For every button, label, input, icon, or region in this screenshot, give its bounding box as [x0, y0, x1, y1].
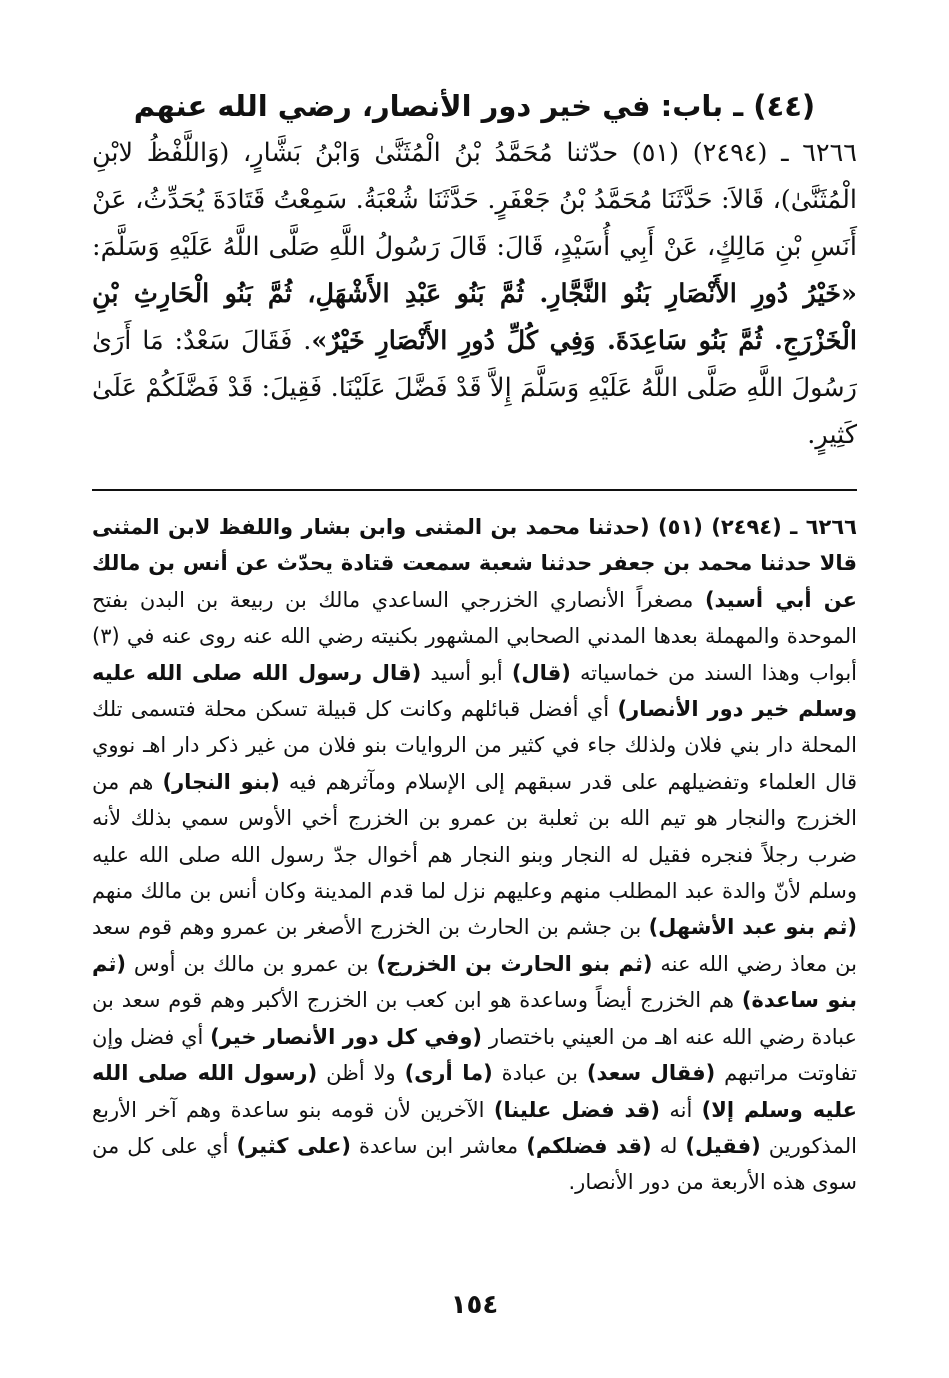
hadith-segment-bold: «خَيْرُ دُورِ الأَنْصَارِ بَنُو النَّجَّارِ. ثُمَّ بَنُو عَبْدِ الأَشْهَلِ، ثُمَّ بَنُو الْحَارِثِ بْنِ الْخَزْرَجِ. ثُمَّ بَنُو سَاعِدَةَ. وَفِي كُلِّ دُورِ الأَنْصَارِ خَيْرٌ» — [92, 279, 857, 356]
commentary-segment-bold: (ما أرى) — [404, 1061, 493, 1086]
commentary-segment-bold: (ثم بنو ساعدة) — [92, 951, 857, 1013]
commentary-segment: بن عمرو بن مالك بن أوس — [125, 951, 377, 976]
commentary-segment-bold: (على كثير) — [236, 1133, 351, 1158]
commentary-segment: بن عبادة — [492, 1061, 587, 1086]
commentary-segment-bold: (قد فضل علينا) — [493, 1097, 661, 1122]
commentary-segment-bold: (قال رسول الله صلى الله عليه وسلم خير دور الأنصار) — [92, 660, 857, 722]
commentary-segment-bold: (قال) — [511, 660, 571, 685]
commentary-segment: أي أفضل قبائلهم وكانت كل قبيلة تسكن محلة فتسمى تلك المحلة دار بني فلان ولذلك جاء في كثير من الروايات بنو فلان من غير ذكر دار اهـ نووي قال العلماء وتفضيلهم على قدر سبقهم إلى الإسلام ومآثرهم فيه — [92, 697, 858, 794]
commentary-segment: الآخرين لأن قومه بنو ساعدة وهم آخر الأربع المذكورين — [92, 1097, 857, 1158]
commentary-segment: هم من الخزرج والنجار هو تيم الله بن ثعلبة بن عمرو بن الخزرج أخي الأوس سمي بذلك لأنه ضرب رجلاً فنجره فقيل له النجار وبنو النجار هم أخوال جدّ رسول الله صلى الله عليه وسلم لأنّ والدة عبد المطلب منهم وعليهم نزل لما قدم المدينة وكان أنس بن مالك منهم — [92, 769, 857, 904]
commentary-text — [92, 509, 857, 1201]
commentary-segment: ولا أظن — [317, 1061, 405, 1086]
commentary-segment-bold: (وفي كل دور الأنصار خير) — [210, 1024, 483, 1049]
hadith-text — [92, 130, 857, 459]
footnote-separator — [92, 489, 857, 491]
commentary-segment: أي فضل وإن تفاوتت مراتبهم — [92, 1024, 857, 1086]
commentary-segment-bold: (فقال سعد) — [586, 1061, 716, 1086]
commentary-segment: مصغراً الأنصاري الخزرجي الساعدي مالك بن ربيعة بن البدن بفتح الموحدة والمهملة بعدها المدني الصحابي المشهور بكنيته رضي الله عنه روى عنه في (٣) أبواب وهذا السند من خماسياته — [92, 587, 857, 685]
commentary-segment-bold: (فقيل) — [685, 1133, 761, 1158]
commentary-segment: أبو أسيد — [421, 660, 512, 685]
commentary-segment-bold: (ثم بنو عبد الأشهل) — [648, 915, 857, 940]
commentary-segment: أي على كل من سوى هذه الأربعة من دور الأنصار. — [92, 1133, 857, 1195]
commentary-segment: معاشر ابن ساعدة — [350, 1133, 527, 1158]
commentary-segment-bold: (رسول الله صلى الله عليه وسلم إلا) — [92, 1061, 857, 1122]
commentary-segment: أنه — [660, 1097, 702, 1122]
chapter-title: (٤٤) ـ باب: في خير دور الأنصار، رضي الله عنهم — [133, 89, 816, 123]
commentary-segment-bold: (بنو النجار) — [162, 769, 280, 794]
commentary-segment-bold: (ثم بنو الحارث بن الخزرج) — [376, 951, 653, 976]
commentary-segment: بن جشم بن الحارث بن الخزرج الأصغر بن عمرو وهم قوم سعد بن معاذ رضي الله عنه — [92, 915, 857, 976]
commentary-segment: له — [651, 1133, 686, 1158]
commentary-segment: هم الخزرج أيضاً وساعدة هو ابن كعب بن الخزرج الأكبر وهم قوم سعد بن عبادة رضي الله عنه اهـ من العيني باختصار — [92, 988, 858, 1049]
hadith-segment: . فَقَالَ سَعْدٌ: مَا أَرَىٰ رَسُولَ اللَّهِ صَلَّى اللَّهُ عَلَيْهِ وَسَلَّمَ إِلاَّ قَدْ فَضَّلَ عَلَيْنَا. فَقِيلَ: قَدْ فَضَّلَكُمْ عَلَىٰ كَثِيرٍ. — [92, 326, 857, 450]
commentary-segment-bold: (قد فضلكم) — [526, 1133, 652, 1158]
page-number: ١٥٤ — [450, 1290, 499, 1320]
hadith-segment: ٦٢٦٦ ـ (٢٤٩٤) (٥١) حدّثنا مُحَمَّدُ بْنُ الْمُثَنَّىٰ وَابْنُ بَشَّارٍ، (وَاللَّفْظُ لابْنِ الْمُثَنَّىٰ)، قَالاَ: حَدَّثَنَا مُحَمَّدُ بْنُ جَعْفَرٍ. حَدَّثَنَا شُعْبَةُ. سَمِعْتُ قَتَادَةَ يُحَدِّثُ، عَنْ أَنَسِ بْنِ مَالِكٍ، عَنْ أَبِي أُسَيْدٍ، قَالَ: قَالَ رَسُولُ اللَّهِ صَلَّى اللَّهُ عَلَيْهِ وَسَلَّمَ: — [92, 138, 857, 262]
commentary-segment-bold: ٦٢٦٦ ـ (٢٤٩٤) (٥١) (حدثنا محمد بن المثنى وابن بشار واللفظ لابن المثنى قالا حدثنا محمد بن جعفر حدثنا شعبة سمعت قتادة يحدّث عن أنس بن مالك عن أبي أسيد) — [92, 515, 857, 612]
